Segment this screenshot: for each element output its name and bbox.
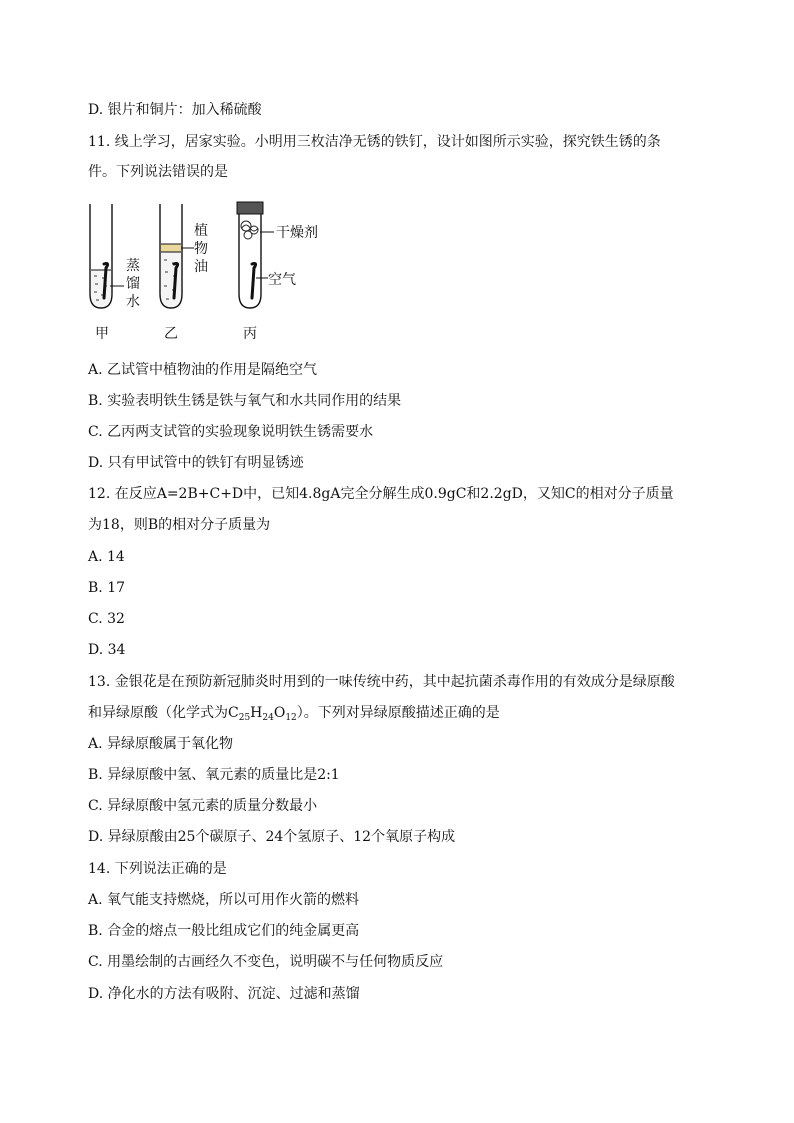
q11-option-c: C. 乙丙两支试管的实验现象说明铁生锈需要水 — [88, 424, 374, 440]
q13-stem-prefix: 和异绿原酸（化学式为C — [88, 705, 239, 721]
q10-option-d: D. 银片和铜片：加入稀硫酸 — [88, 102, 262, 118]
q13-stem-suffix: ）。下列对异绿原酸描述正确的是 — [296, 705, 500, 721]
oil-label-1: 植 — [194, 223, 208, 239]
desiccant-label: 干燥剂 — [276, 225, 318, 241]
q11-option-a: A. 乙试管中植物油的作用是隔绝空气 — [88, 362, 318, 378]
q13-option-d: D. 异绿原酸由25个碳原子、24个氢原子、12个氧原子构成 — [88, 829, 456, 845]
formula-o: O — [273, 705, 286, 721]
q11-option-d: D. 只有甲试管中的铁钉有明显锈迹 — [88, 455, 304, 471]
water-label-1: 蒸 — [126, 258, 140, 274]
q14-option-a: A. 氧气能支持燃烧，所以可用作火箭的燃料 — [88, 892, 360, 908]
q14-option-d: D. 净化水的方法有吸附、沉淀、过滤和蒸馏 — [88, 986, 360, 1002]
formula-sub-c: 25 — [238, 713, 251, 723]
q13-stem-line1: 13. 金银花是在预防新冠肺炎时用到的一味传统中药，其中起抗菌杀毒作用的有效成分是绿原酸 — [88, 674, 675, 690]
q12-stem-line1: 12. 在反应A=2B+C+D中，已知4.8gA完全分解生成0.9gC和2.2gD，又知C的相对分子质量 — [88, 486, 674, 502]
tube-bing-label: 丙 — [243, 326, 257, 342]
water-label-3: 水 — [126, 294, 140, 310]
oil-label-3: 油 — [194, 259, 208, 275]
oil-label-2: 物 — [194, 241, 208, 257]
q12-option-a: A. 14 — [88, 549, 125, 565]
air-label: 空气 — [268, 272, 296, 288]
q13-option-c: C. 异绿原酸中氢元素的质量分数最小 — [88, 798, 318, 814]
test-tube-jia — [90, 204, 124, 308]
tube-jia-label: 甲 — [95, 326, 109, 342]
formula-h: H — [250, 705, 263, 721]
q12-stem-line2: 为18，则B的相对分子质量为 — [88, 517, 271, 533]
formula-sub-o: 12 — [285, 713, 297, 723]
q12-option-b: B. 17 — [88, 580, 126, 596]
q12-option-c: C. 32 — [88, 611, 125, 627]
q14-option-c: C. 用墨绘制的古画经久不变色，说明碳不与任何物质反应 — [88, 954, 444, 970]
rust-experiment-figure — [82, 198, 342, 346]
q14-option-b: B. 合金的熔点一般比组成它们的纯金属更高 — [88, 923, 360, 939]
desiccant-icon — [241, 221, 258, 239]
q13-option-b: B. 异绿原酸中氢、氧元素的质量比是2:1 — [88, 767, 340, 783]
formula-sub-h: 24 — [262, 713, 274, 723]
q13-stem-line2 — [88, 703, 500, 725]
water-label-2: 馏 — [126, 276, 140, 292]
q11-option-b: B. 实验表明铁生锈是铁与氧气和水共同作用的结果 — [88, 393, 402, 409]
q11-stem-line2: 件。下列说法错误的是 — [88, 164, 228, 180]
nail-icon — [252, 264, 256, 299]
q12-option-d: D. 34 — [88, 642, 126, 658]
test-tube-bing — [237, 202, 274, 308]
q13-option-a: A. 异绿原酸属于氧化物 — [88, 736, 234, 752]
q14-stem: 14. 下列说法正确的是 — [88, 861, 227, 877]
test-tube-yi — [160, 204, 194, 308]
q11-stem-line1: 11. 线上学习，居家实验。小明用三枚洁净无锈的铁钉，设计如图所示实验，探究铁生锈的条 — [88, 134, 661, 150]
stopper-icon — [237, 202, 263, 214]
tube-yi-label: 乙 — [164, 326, 178, 342]
